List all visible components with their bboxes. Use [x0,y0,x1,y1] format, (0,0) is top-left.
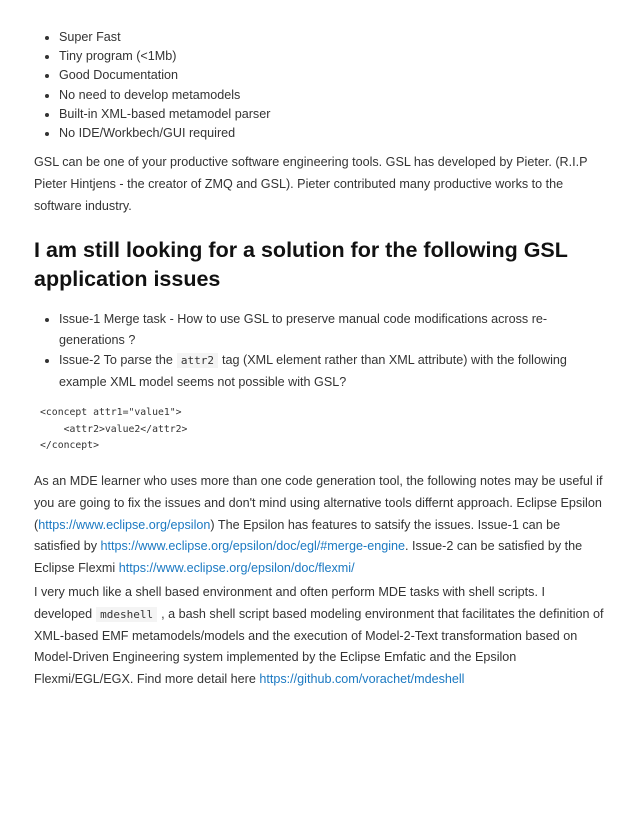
shell-text-1: I very much like a shell based environment and often perform MDE tasks with shell scripts. I developed [34,585,545,621]
list-item: • Good Documentation [59,66,619,85]
list-item: • Super Fast [59,28,619,47]
mde-paragraph [34,471,606,580]
issue-item-2 [59,350,591,392]
list-item: • No IDE/Workbech/GUI required [59,124,619,143]
list-item: • Tiny program (<1Mb) [59,47,619,66]
epsilon-link[interactable]: https://www.eclipse.org/epsilon [38,517,211,532]
issue-list [34,309,591,392]
section-heading: I am still looking for a solution for the following GSL application issues [34,238,568,291]
merge-engine-link[interactable]: https://www.eclipse.org/epsilon/doc/egl/#merge-engine [100,539,406,554]
mde-text-3: . Issue-2 can be satisfied by the Eclipse Flexmi [34,539,583,576]
inline-code-mdeshell: mdeshell [96,607,157,622]
mdeshell-link[interactable]: https://github.com/vorachet/mdeshell [259,672,465,687]
list-item: • Built-in XML-based metamodel parser [59,105,619,124]
issue-item-1: • Issue-1 Merge task - How to use GSL to preserve manual code modifications across re-generations ? [59,309,591,350]
mde-text-2: ) The Epsilon has features to satsify the issues. Issue-1 can be satisfied by [34,517,561,554]
feature-list [34,28,619,143]
shell-text-2: , a bash shell script based modeling environment that facilitates the definition of XML-based EMF metamodels/models and the execution of Model-2-Text transformation based on Model-Driven Engineering system implemented by the Eclipse Emfatic and the Epsilon Flexmi/EGL/EGX. Find more detail here [34,606,604,687]
list-item: • No need to develop metamodels [59,86,619,105]
shell-paragraph [34,582,606,691]
issue-2-text-rest: tag (XML element rather than XML attribute) with the following example XML model seems not possible with GSL? [59,353,567,389]
issue-2-text: Issue-2 To parse the [59,353,173,367]
mde-text-1: As an MDE learner who uses more than one code generation tool, the following notes may be useful if you are going to fix the issues and don't mind using alternative tools differnt approach. Eclipse Epsilon ( [34,474,603,532]
inline-code-attr2: attr2 [177,353,218,368]
flexmi-link[interactable]: https://www.eclipse.org/epsilon/doc/flexmi/ [118,561,355,576]
xml-code-block: <concept attr1="value1"> <attr2>value2</attr2> </concept> [40,407,188,452]
intro-paragraph: GSL can be one of your productive software engineering tools. GSL has developed by Pieter. (R.I.P Pieter Hintjens - the creator of ZMQ and GSL). Pieter contributed many productive works to the software industry. [34,155,588,213]
